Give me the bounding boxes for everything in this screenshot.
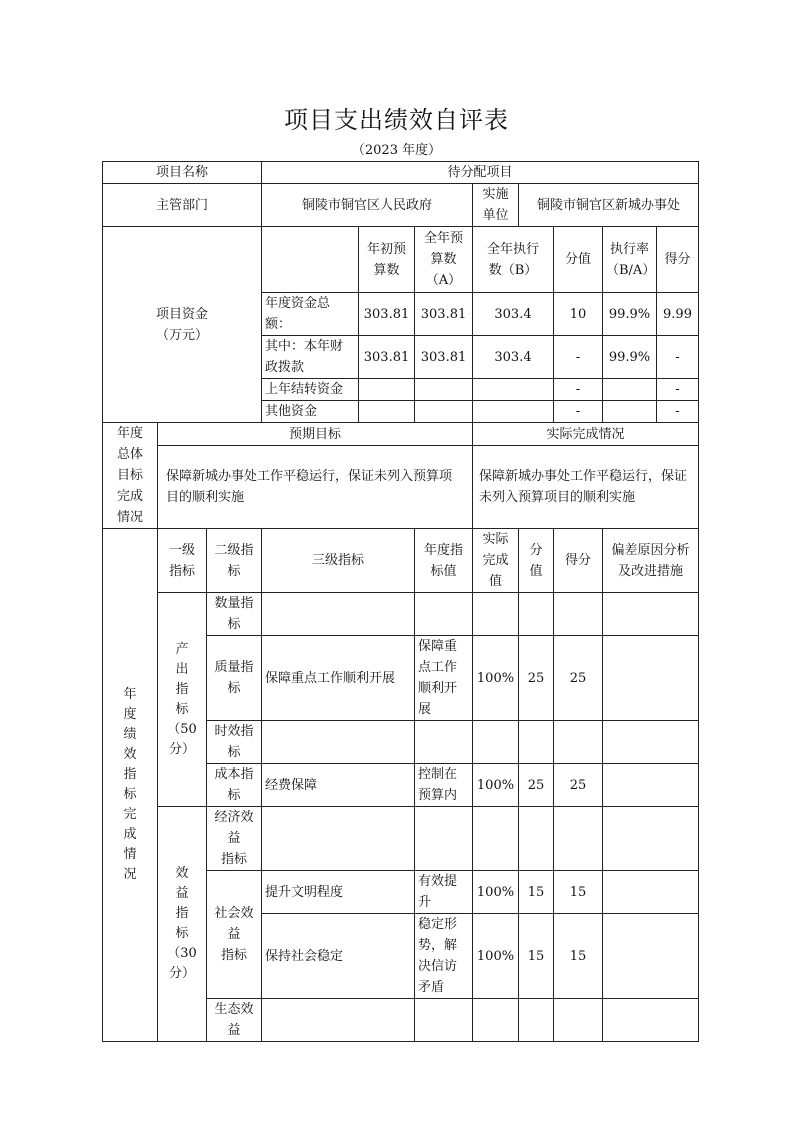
funds-header: 分值: [554, 227, 603, 293]
funds-rate: 99.9%: [603, 336, 657, 379]
deviation-note: [603, 914, 699, 999]
indicator-header: 年度指 标值: [415, 529, 473, 593]
funds-initial: 303.81: [359, 293, 415, 336]
actual-value: 100%: [473, 764, 519, 807]
deviation-note: [603, 807, 699, 871]
annual-target: 有效提 升: [415, 871, 473, 914]
funds-header: 年初预 算数: [359, 227, 415, 293]
level2-indicator: 经济效 益 指标: [207, 807, 262, 871]
funds-rate: 99.9%: [603, 293, 657, 336]
dept-value: 铜陵市铜官区人民政府: [262, 184, 473, 227]
indicator-header: 得分: [554, 529, 603, 593]
deviation-note: [603, 636, 699, 721]
actual-value: [473, 807, 519, 871]
deviation-note: [603, 593, 699, 636]
benefit-indicator-label: 效 益 指 标 （30 分）: [158, 807, 207, 1042]
funds-executed: [473, 401, 554, 423]
funds-row-name: 年度资金总额：: [262, 293, 359, 336]
level3-indicator: [262, 999, 415, 1042]
impl-unit-label: 实施 单位: [473, 184, 519, 227]
indicator-row: [103, 807, 699, 871]
funds-header: 得分: [657, 227, 699, 293]
actual-value: 100%: [473, 914, 519, 999]
funds-score: -: [657, 379, 699, 401]
expected-goal: 保障新城办事处工作平稳运行，保证未列入预算项目的顺利实施: [158, 446, 473, 529]
goals-label: 年度 总体 目标 完成 情况: [103, 423, 158, 529]
project-name-value: 待分配项目: [262, 162, 699, 184]
score-value: [519, 999, 554, 1042]
indicator-header: 实际 完成 值: [473, 529, 519, 593]
expected-goal-label: 预期目标: [158, 423, 473, 446]
dept-label: 主管部门: [103, 184, 262, 227]
indicator-header-row: [103, 529, 699, 593]
project-name-row: [103, 162, 699, 184]
deviation-note: [603, 999, 699, 1042]
actual-value: 100%: [473, 871, 519, 914]
score: [554, 807, 603, 871]
page-title: 项目支出绩效自评表: [284, 106, 509, 134]
indicator-header: 二级指 标: [207, 529, 262, 593]
indicator-row: [103, 593, 699, 636]
funds-header: 全年预 算数 （A）: [415, 227, 473, 293]
funds-annual: 303.81: [415, 293, 473, 336]
indicators-label: 年 度 绩 效 指 标 完 成 情 况: [103, 529, 158, 1042]
funds-initial: [359, 379, 415, 401]
funds-row-name: 其中：本年财政拨款: [262, 336, 359, 379]
annual-target: [415, 999, 473, 1042]
actual-value: [473, 999, 519, 1042]
funds-initial: 303.81: [359, 336, 415, 379]
level3-indicator: 提升文明程度: [262, 871, 415, 914]
funds-executed: [473, 379, 554, 401]
level3-indicator: 保障重点工作顺利开展: [262, 636, 415, 721]
dept-row: [103, 184, 699, 227]
level2-indicator: 成本指 标: [207, 764, 262, 807]
annual-target: 保障重 点工作 顺利开 展: [415, 636, 473, 721]
score: 25: [554, 764, 603, 807]
funds-rate: [603, 379, 657, 401]
impl-unit-value: 铜陵市铜官区新城办事处: [519, 184, 699, 227]
deviation-note: [603, 764, 699, 807]
score: 15: [554, 871, 603, 914]
actual-goal-label: 实际完成情况: [473, 423, 699, 446]
level3-indicator: 经费保障: [262, 764, 415, 807]
annual-target: [415, 593, 473, 636]
actual-value: [473, 721, 519, 764]
funds-rate: [603, 401, 657, 423]
output-indicator-label: 产 出 指 标 （50 分）: [158, 593, 207, 807]
score-value: [519, 721, 554, 764]
indicator-header: 三级指标: [262, 529, 415, 593]
funds-score-value: 10: [554, 293, 603, 336]
deviation-note: [603, 721, 699, 764]
annual-target: 稳定形 势，解 决信访 矛盾: [415, 914, 473, 999]
level3-indicator: [262, 593, 415, 636]
indicator-header: 偏差原因分析 及改进措施: [603, 529, 699, 593]
funds-row-name: 上年结转资金: [262, 379, 359, 401]
score: [554, 721, 603, 764]
funds-score: 9.99: [657, 293, 699, 336]
indicator-header: 一级 指标: [158, 529, 207, 593]
level3-indicator: [262, 721, 415, 764]
funds-score: -: [657, 336, 699, 379]
project-name-label: 项目名称: [103, 162, 262, 184]
level2-indicator: 社会效 益 指标: [207, 871, 262, 999]
funds-header: 全年执行 数（B）: [473, 227, 554, 293]
score: 25: [554, 636, 603, 721]
level2-indicator: 数量指 标: [207, 593, 262, 636]
funds-label: 项目资金 （万元）: [103, 227, 262, 423]
score-value: [519, 593, 554, 636]
level2-indicator: 生态效 益: [207, 999, 262, 1042]
annual-target: [415, 721, 473, 764]
funds-annual: [415, 401, 473, 423]
goals-header-row: [103, 423, 699, 446]
funds-score-value: -: [554, 401, 603, 423]
indicator-header: 分 值: [519, 529, 554, 593]
funds-score-value: -: [554, 379, 603, 401]
page-subtitle: （2023 年度）: [351, 143, 442, 158]
actual-goal: 保障新城办事处工作平稳运行，保证未列入预算项目的顺利实施: [473, 446, 699, 529]
funds-header: 执行率 （B/A）: [603, 227, 657, 293]
funds-row-name: 其他资金: [262, 401, 359, 423]
funds-score-value: -: [554, 336, 603, 379]
funds-executed: 303.4: [473, 336, 554, 379]
annual-target: [415, 807, 473, 871]
score-value: 25: [519, 764, 554, 807]
actual-value: 100%: [473, 636, 519, 721]
score-value: [519, 807, 554, 871]
funds-header-row: [103, 227, 699, 293]
funds-annual: [415, 379, 473, 401]
score: [554, 593, 603, 636]
funds-executed: 303.4: [473, 293, 554, 336]
funds-header-blank: [262, 227, 359, 293]
score-value: 25: [519, 636, 554, 721]
deviation-note: [603, 871, 699, 914]
actual-value: [473, 593, 519, 636]
level2-indicator: 质量指 标: [207, 636, 262, 721]
goals-row: [103, 446, 699, 529]
annual-target: 控制在 预算内: [415, 764, 473, 807]
score: [554, 999, 603, 1042]
performance-table: [102, 161, 699, 1042]
level3-indicator: 保持社会稳定: [262, 914, 415, 999]
score-value: 15: [519, 914, 554, 999]
level2-indicator: 时效指 标: [207, 721, 262, 764]
score-value: 15: [519, 871, 554, 914]
funds-initial: [359, 401, 415, 423]
funds-annual: 303.81: [415, 336, 473, 379]
level3-indicator: [262, 807, 415, 871]
funds-score: -: [657, 401, 699, 423]
score: 15: [554, 914, 603, 999]
